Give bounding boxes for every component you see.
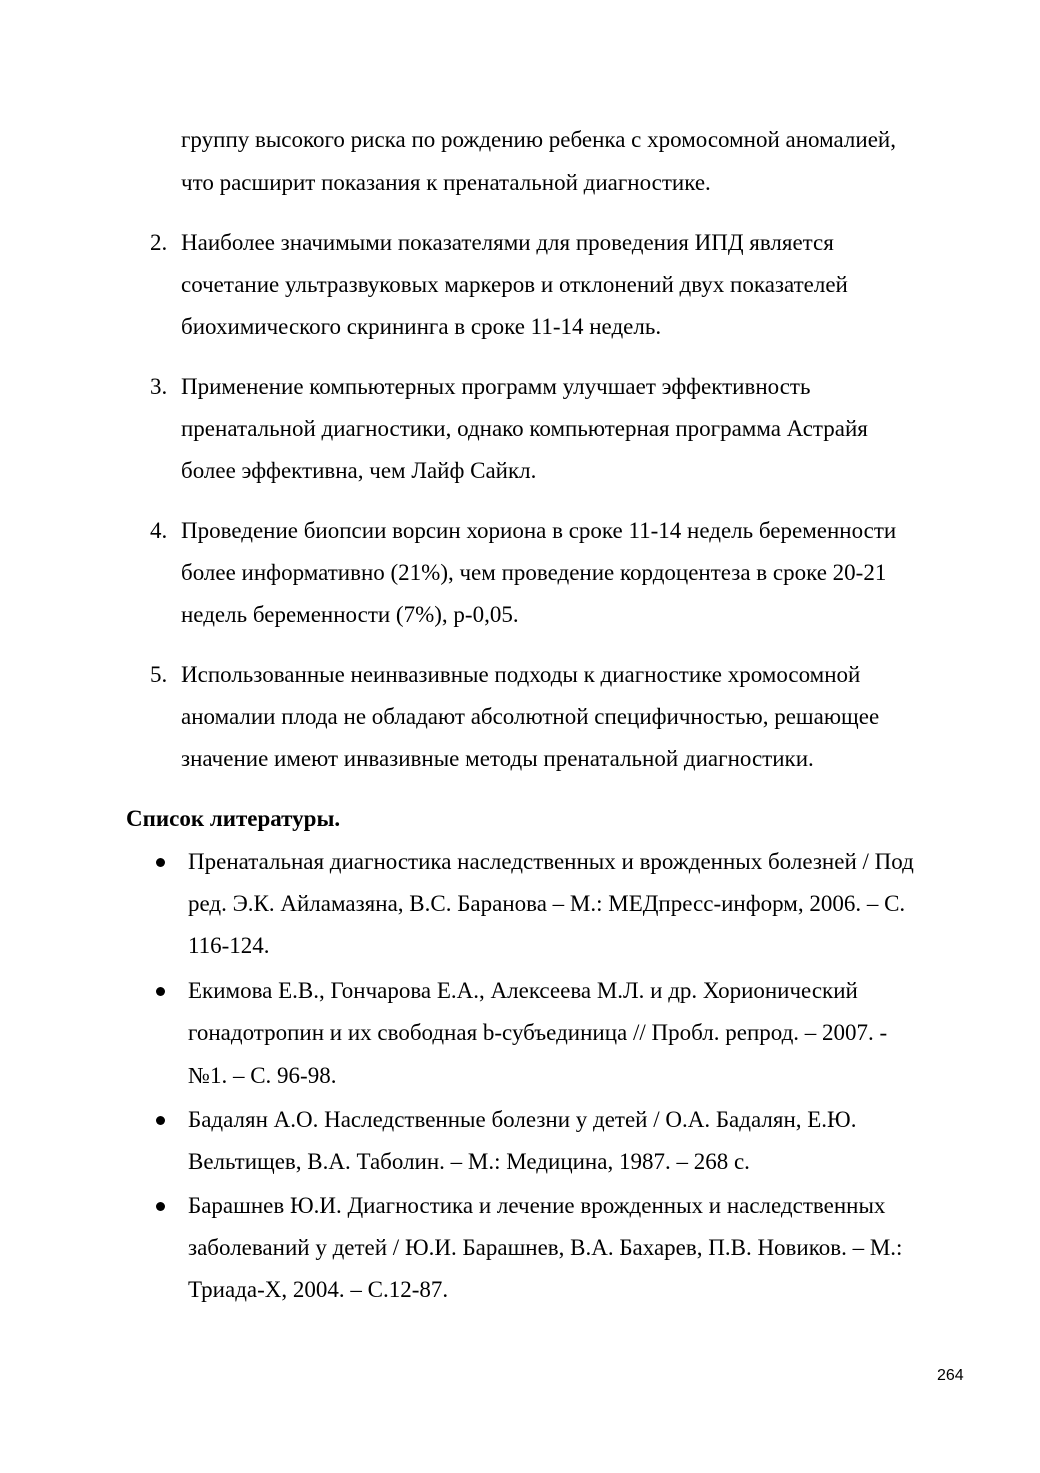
list-number: 2. (150, 230, 168, 255)
bullet-icon (156, 987, 165, 996)
reference-line: Вельтищев, В.А. Таболин. – М.: Медицина, 1987. – 268 с. (188, 1149, 750, 1174)
reference-line: гонадотропин и их свободная b-субъединица // Пробл. репрод. – 2007. - (188, 1020, 888, 1045)
bullet-icon (156, 858, 165, 867)
page-number: 264 (937, 1367, 964, 1384)
intro-line: группу высокого риска по рождению ребенка с хромосомной аномалией, (181, 127, 896, 152)
list-item-line: недель беременности (7%), p-0,05. (181, 602, 519, 627)
reference-line: №1. – С. 96-98. (188, 1063, 337, 1088)
bullet-icon (156, 1202, 165, 1211)
reference-line: ред. Э.К. Айламазяна, В.С. Баранова – М.: МЕДпресс-информ, 2006. – С. (188, 891, 906, 916)
reference-line: заболеваний у детей / Ю.И. Барашнев, В.А. Бахарев, П.В. Новиков. – М.: (188, 1235, 903, 1260)
list-item-line: более информативно (21%), чем проведение кордоцентеза в сроке 20-21 (181, 560, 887, 585)
references-heading: Список литературы. (126, 806, 341, 831)
list-number: 3. (150, 374, 168, 399)
list-item-line: более эффективна, чем Лайф Сайкл. (181, 458, 537, 483)
reference-line: 116-124. (188, 933, 270, 958)
list-number: 4. (150, 518, 168, 543)
list-item-line: Проведение биопсии ворсин хориона в сроке 11-14 недель беременности (181, 518, 897, 543)
list-item-line: аномалии плода не обладают абсолютной специфичностью, решающее (181, 704, 880, 729)
list-item-line: значение имеют инвазивные методы пренатальной диагностики. (181, 746, 814, 771)
list-number: 5. (150, 662, 168, 687)
list-item-line: Применение компьютерных программ улучшает эффективность (181, 374, 811, 399)
reference-line: Пренатальная диагностика наследственных и врожденных болезней / Под (188, 849, 914, 874)
list-item-line: пренатальной диагностики, однако компьютерная программа Астрайя (181, 416, 868, 441)
list-item-line: биохимического скрининга в сроке 11-14 недель. (181, 314, 662, 339)
reference-line: Триада-Х, 2004. – С.12-87. (188, 1277, 449, 1302)
intro-line: что расширит показания к пренатальной диагностике. (181, 170, 711, 195)
reference-line: Барашнев Ю.И. Диагностика и лечение врожденных и наследственных (188, 1193, 886, 1218)
reference-line: Екимова Е.В., Гончарова Е.А., Алексеева М.Л. и др. Хорионический (188, 978, 858, 1003)
list-item-line: Использованные неинвазивные подходы к диагностике хромосомной (181, 662, 861, 687)
reference-line: Бадалян А.О. Наследственные болезни у детей / О.А. Бадалян, Е.Ю. (188, 1107, 857, 1132)
list-item-line: сочетание ультразвуковых маркеров и отклонений двух показателей (181, 272, 848, 297)
list-item-line: Наиболее значимыми показателями для проведения ИПД является (181, 230, 834, 255)
bullet-icon (156, 1116, 165, 1125)
